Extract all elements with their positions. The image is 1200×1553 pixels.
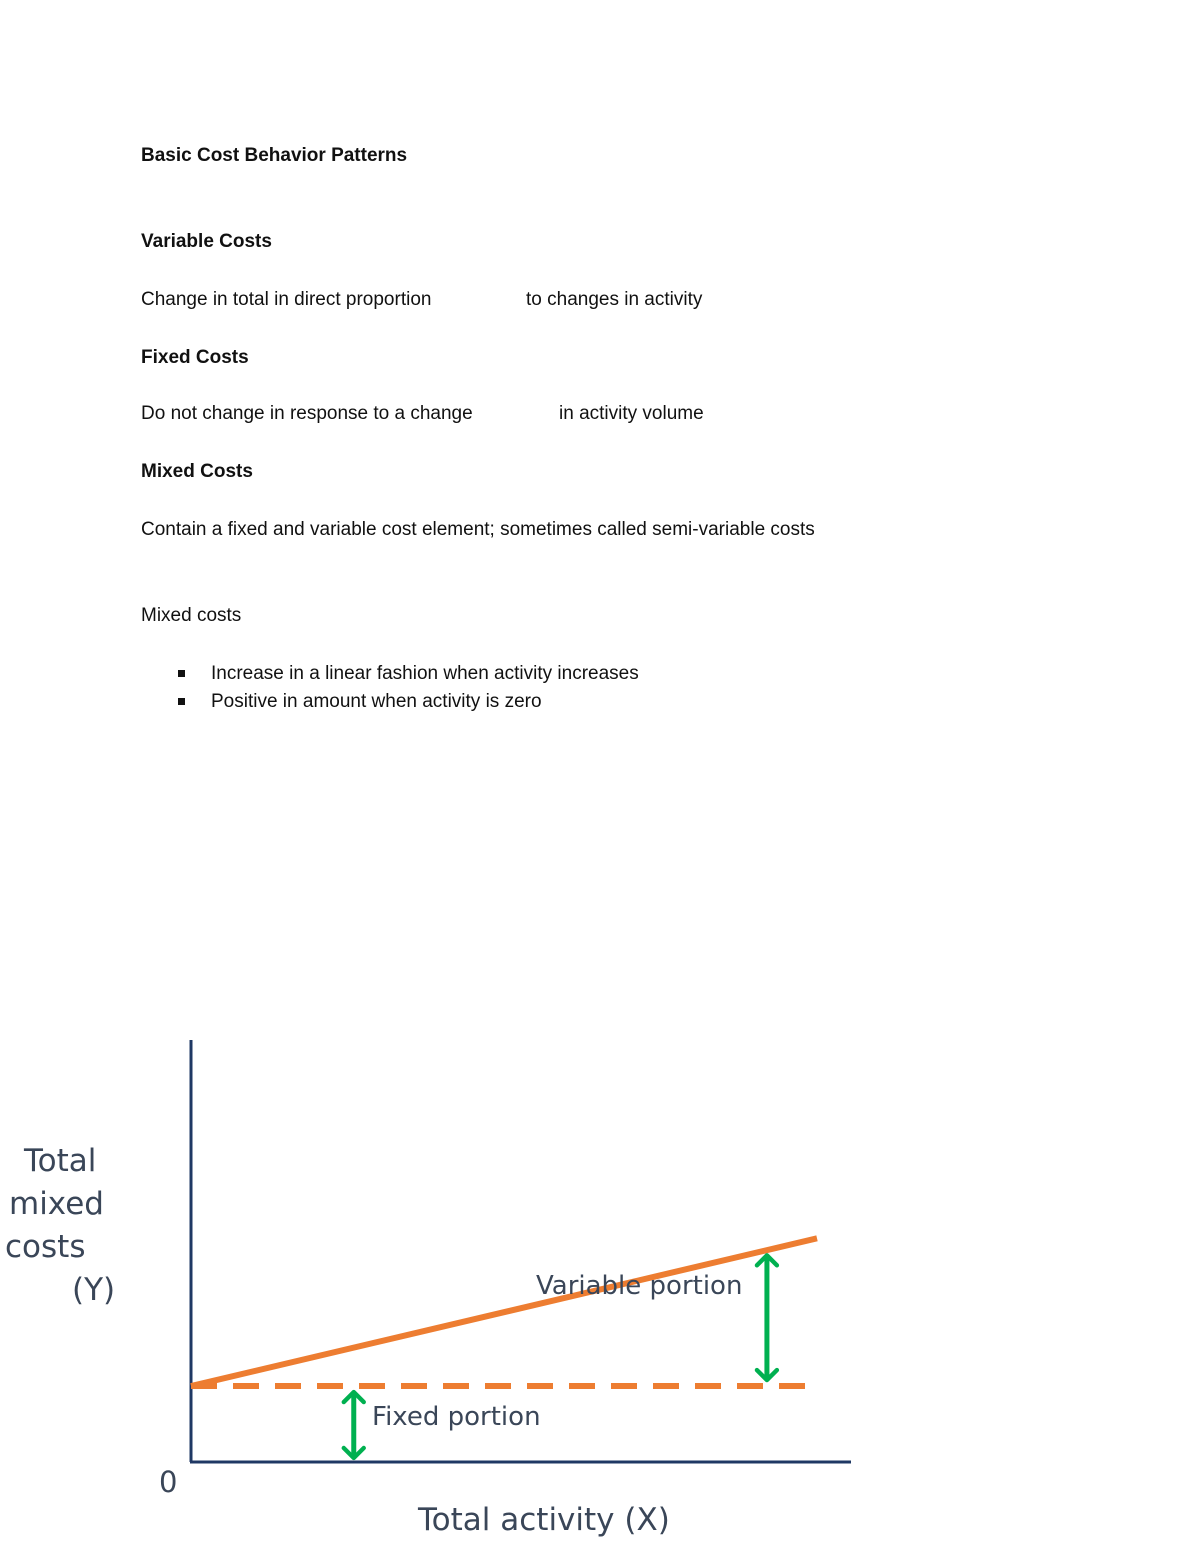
bullet-item: Positive in amount when activity is zero	[211, 691, 542, 712]
fixed-costs-text-left: Do not change in response to a change	[141, 403, 473, 424]
bullet-marker	[178, 670, 185, 677]
y-axis-label-line-2: mixed	[9, 1186, 104, 1222]
y-axis-label-line-3: costs	[5, 1229, 86, 1265]
total-cost-line	[191, 1238, 817, 1386]
variable-costs-text-right: to changes in activity	[526, 289, 703, 310]
mixed-costs-intro: Mixed costs	[141, 605, 242, 626]
y-axis-label-line-4: (Y)	[72, 1272, 116, 1308]
fixed-costs-heading: Fixed Costs	[141, 347, 249, 368]
document-title: Basic Cost Behavior Patterns	[141, 145, 408, 166]
x-axis-label: Total activity (X)	[418, 1502, 670, 1538]
variable-costs-text-left: Change in total in direct proportion	[141, 289, 432, 310]
mixed-costs-heading: Mixed Costs	[141, 461, 253, 482]
fixed-costs-text-right: in activity volume	[559, 403, 704, 424]
variable-portion-label: Variable portion	[536, 1271, 743, 1301]
variable-costs-heading: Variable Costs	[141, 231, 272, 252]
bullet-item: Increase in a linear fashion when activity increases	[211, 663, 639, 684]
origin-label: 0	[159, 1465, 178, 1499]
bullet-marker	[178, 698, 185, 705]
fixed-portion-label: Fixed portion	[372, 1402, 541, 1432]
mixed-cost-chart	[0, 1000, 1200, 1553]
y-axis-label-line-1: Total	[24, 1143, 97, 1179]
mixed-costs-text: Contain a fixed and variable cost element; sometimes called semi-variable costs	[141, 519, 815, 540]
